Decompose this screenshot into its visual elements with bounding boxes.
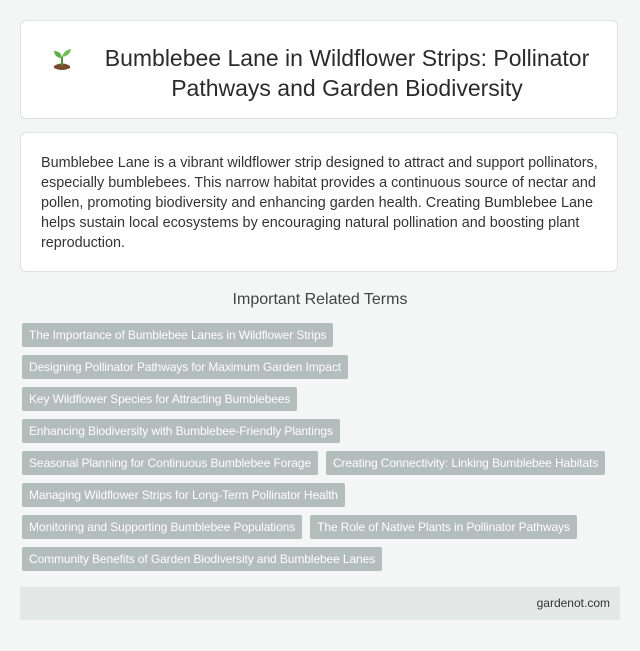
- sprout-icon: [49, 46, 75, 72]
- related-term-tag[interactable]: Key Wildflower Species for Attracting Bumblebees: [22, 387, 297, 411]
- description-card: [20, 132, 618, 272]
- related-term-tag[interactable]: Creating Connectivity: Linking Bumblebee Habitats: [326, 451, 605, 475]
- header: [49, 43, 601, 103]
- footer: [20, 587, 620, 620]
- footer-site-link[interactable]: gardenot.com: [536, 596, 610, 610]
- related-terms-heading: Important Related Terms: [232, 291, 408, 308]
- related-term-tag[interactable]: Enhancing Biodiversity with Bumblebee-Friendly Plantings: [22, 419, 340, 443]
- related-term-tag[interactable]: Monitoring and Supporting Bumblebee Populations: [22, 515, 302, 539]
- related-term-tag[interactable]: The Role of Native Plants in Pollinator Pathways: [310, 515, 577, 539]
- header-card: [20, 20, 618, 119]
- related-term-tag[interactable]: The Importance of Bumblebee Lanes in Wildflower Strips: [22, 323, 333, 347]
- related-terms-list: [22, 323, 622, 571]
- related-term-tag[interactable]: Community Benefits of Garden Biodiversity and Bumblebee Lanes: [22, 547, 382, 571]
- description-text: Bumblebee Lane is a vibrant wildflower strip designed to attract and support pollinators, especially bumblebees. This narrow habitat provides a continuous source of nectar and pollen, promoting biodiversity and enhancing garden health. Creating Bumblebee Lane helps sustain local ecosystems by encouraging natural pollination and boosting plant reproduction.: [41, 155, 598, 251]
- related-term-tag[interactable]: Managing Wildflower Strips for Long-Term Pollinator Health: [22, 483, 345, 507]
- related-term-tag[interactable]: Seasonal Planning for Continuous Bumblebee Forage: [22, 451, 318, 475]
- related-term-tag[interactable]: Designing Pollinator Pathways for Maximum Garden Impact: [22, 355, 348, 379]
- page-title: Bumblebee Lane in Wildflower Strips: Pollinator Pathways and Garden Biodiversity: [104, 45, 590, 101]
